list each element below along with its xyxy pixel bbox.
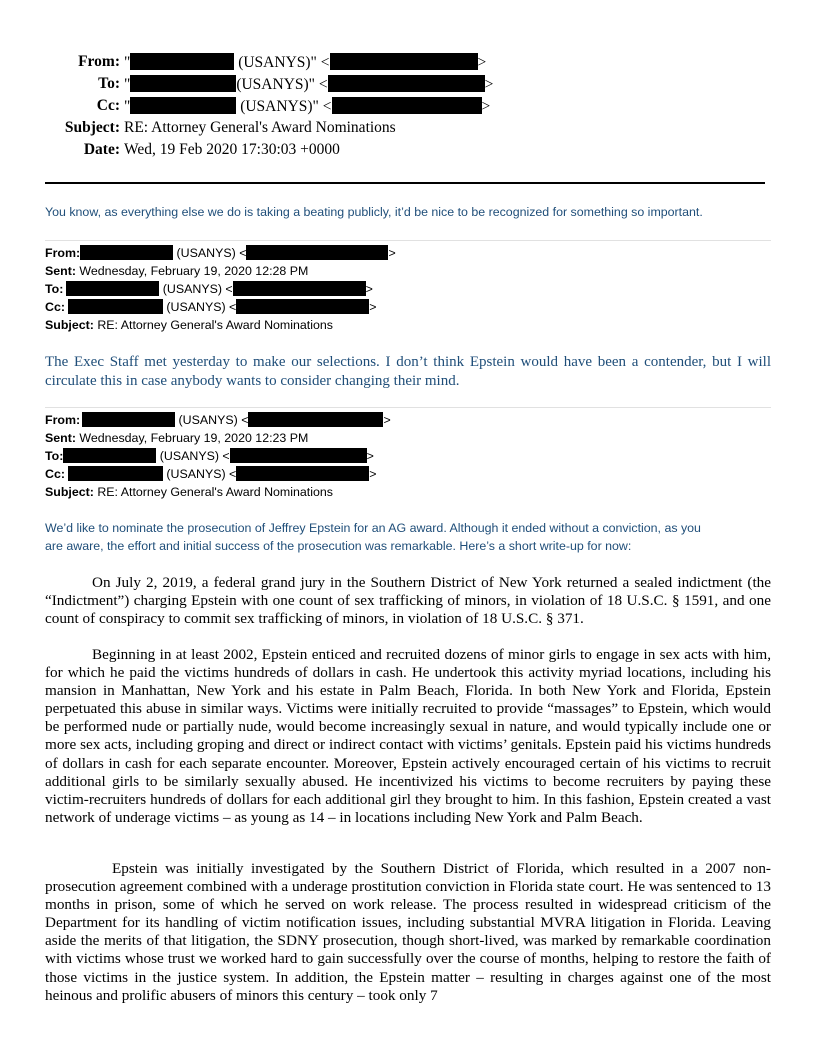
redaction-bar	[330, 53, 478, 70]
quoted1-subject-row: Subject: RE: Attorney General's Award Nominations	[45, 318, 333, 332]
quoted1-cc-row: Cc: (USANYS) < >	[45, 300, 377, 314]
header-subject-label: Subject:	[64, 119, 120, 136]
redaction-bar	[233, 281, 366, 296]
redaction-bar	[246, 245, 388, 260]
header-from-row	[0, 53, 816, 73]
header-subject-value: RE: Attorney General's Award Nominations	[124, 119, 396, 136]
redaction-bar	[332, 97, 482, 114]
header-to-value: " (USANYS)" < >	[124, 76, 494, 93]
redaction-bar	[236, 466, 369, 481]
quoted2-subject-row: Subject: RE: Attorney General's Award Nominations	[45, 485, 333, 499]
header-cc-value: " (USANYS)" < >	[124, 98, 491, 115]
quoted2-to-row: To: (USANYS) < >	[45, 449, 374, 463]
redaction-bar	[66, 281, 159, 296]
redaction-bar	[82, 412, 175, 427]
quoted2-message-line1: We’d like to nominate the prosecution of Jeffrey Epstein for an AG award. Although it ended without a conviction, as you	[45, 521, 701, 535]
header-from-value: " (USANYS)" < >	[124, 54, 487, 71]
header-date-row	[0, 141, 816, 161]
quoted1-sent-row: Sent: Wednesday, February 19, 2020 12:28 PM	[45, 264, 309, 278]
header-divider	[45, 182, 765, 184]
quoted2-cc-row: Cc: (USANYS) < >	[45, 467, 377, 481]
redaction-bar	[63, 448, 156, 463]
writeup-paragraph-2	[45, 646, 771, 827]
quoted2-message-line2: are aware, the effort and initial success of the prosecution was remarkable. Here’s a short write-up for now:	[45, 539, 632, 553]
header-cc-label: Cc:	[96, 97, 120, 114]
redaction-bar	[130, 53, 234, 70]
header-to-label: To:	[98, 75, 120, 92]
header-date-label: Date:	[83, 141, 120, 158]
header-to-row	[0, 75, 816, 95]
quote-divider-2	[45, 407, 771, 408]
redaction-bar	[130, 75, 236, 92]
redaction-bar	[230, 448, 367, 463]
redaction-bar	[130, 97, 236, 114]
writeup-paragraph-2-text: Beginning in at least 2002, Epstein enticed and recruited dozens of minor girls to engage in sex acts with him, for which he paid the victims hundreds of dollars in cash. He undertook this activity myriad locations, including his mansion in Manhattan, New York and his estate in Palm Beach, Florida. In both New York and Florida, Epstein perpetuated this abuse in similar ways. Victims were initially recruited to provide “massages” to Epstein, which would be performed nude or partially nude, would become increasingly sexual in nature, and would typically include one or more sex acts, including groping and direct or indirect contact with victims’ genitals. Epstein paid his victims hundreds of dollars in cash for each separate encounter. Moreover, Epstein actively encouraged certain of his victims to recruit additional girls to be similarly sexually abused. He incentivized his victims to become recruiters by paying these victim-recruiters hundreds of dollars for each additional girl they brought to him. In this fashion, Epstein created a vast network of underage victims – as young as 14 – in locations including New York and Palm Beach.	[45, 646, 771, 826]
header-subject-row	[0, 119, 816, 139]
quoted1-from-row: From: (USANYS) < >	[45, 246, 396, 260]
quoted1-to-row: To: (USANYS) < >	[45, 282, 373, 296]
redaction-bar	[236, 299, 369, 314]
quote-divider-1	[45, 240, 771, 241]
header-from-label: From:	[78, 53, 120, 70]
writeup-paragraph-3	[45, 860, 771, 1005]
quoted1-message: The Exec Staff met yesterday to make our selections. I don’t think Epstein would have been a contender, but I will circulate this in case anybody wants to consider changing their mind.	[45, 354, 771, 389]
redaction-bar	[248, 412, 383, 427]
writeup-paragraph-1-text: On July 2, 2019, a federal grand jury in the Southern District of New York returned a sealed indictment (the “Indictment”) charging Epstein with one count of sex trafficking of minors, in violation of 18 U.S.C. § 1591, and one count of conspiracy to commit sex trafficking of minors, in violation of 18 U.S.C. § 371.	[45, 574, 771, 628]
header-cc-row	[0, 97, 816, 117]
redaction-bar	[80, 245, 173, 260]
redaction-bar	[68, 466, 163, 481]
redaction-bar	[68, 299, 163, 314]
header-date-value: Wed, 19 Feb 2020 17:30:03 +0000	[124, 141, 340, 158]
quoted2-sent-row: Sent: Wednesday, February 19, 2020 12:23 PM	[45, 431, 309, 445]
reply-message: You know, as everything else we do is taking a beating publicly, it’d be nice to be recognized for something so important.	[45, 205, 703, 219]
writeup-paragraph-1	[45, 574, 771, 628]
writeup-paragraph-3-text: Epstein was initially investigated by the Southern District of Florida, which resulted in a 2007 non-prosecution agreement combined with a underage prostitution conviction in Florida state court. He was sentenced to 13 months in prison, some of which he served on work release. The process resulted in widespread criticism of the Department for its handling of victim notification issues, including substantial MVRA litigation in Florida. Leaving aside the merits of that litigation, the SDNY prosecution, though short-lived, was marked by remarkable coordination with victims whose trust we worked hard to gain successfully over the course of months, helping to restore the faith of those victims in the justice system. In addition, the Epstein matter – resulting in charges against one of the most heinous and prolific abusers of minors this century – took only 7	[45, 860, 771, 1004]
quoted2-from-row: From: (USANYS) < >	[45, 413, 391, 427]
redaction-bar	[328, 75, 485, 92]
